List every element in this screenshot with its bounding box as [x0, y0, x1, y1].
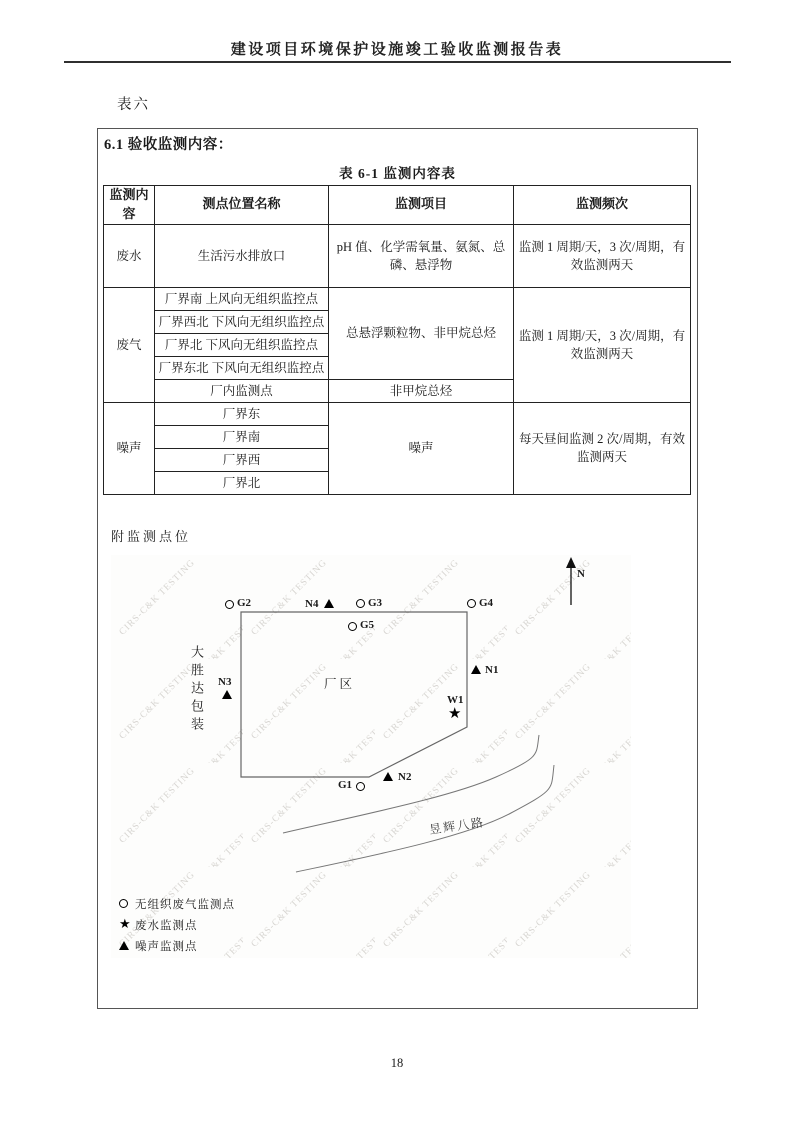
legend-item-noise	[119, 935, 235, 956]
gas-location-5: 厂内监测点	[155, 379, 329, 402]
gas-location-3: 厂界北 下风向无组织监控点	[155, 333, 329, 356]
wastewater-location: 生活污水排放口	[155, 224, 329, 287]
monitoring-content-table	[103, 185, 691, 495]
monitoring-points-map	[111, 555, 631, 958]
gas-location-1: 厂界南 上风向无组织监控点	[155, 287, 329, 310]
point-label-g4: G4	[479, 597, 494, 609]
factory-area-label: 厂区	[324, 677, 356, 691]
gas-point-marker-icon	[356, 599, 365, 608]
point-label-n3: N3	[218, 676, 232, 688]
compass-n-label: N	[577, 568, 585, 580]
table-header-row	[104, 186, 691, 225]
wastewater-frequency: 监测 1 周期/天，3 次/周期，有效监测两天	[514, 224, 691, 287]
circle-icon	[119, 899, 128, 908]
gas-point-marker-icon	[467, 599, 476, 608]
legend-gas-symbol	[119, 899, 135, 908]
point-label-g3: G3	[368, 597, 383, 609]
noise-location-2: 厂界南	[155, 425, 329, 448]
point-label-n1: N1	[485, 664, 499, 676]
wastewater-point-marker-icon: ★	[448, 704, 462, 722]
point-label-w1: W1	[447, 694, 464, 706]
legend-noise-symbol	[119, 941, 135, 950]
content-box	[97, 128, 698, 1009]
gas-location-4: 厂界东北 下风向无组织监控点	[155, 356, 329, 379]
gas-point-marker-icon	[356, 782, 365, 791]
page-header-title: 建设项目环境保护设施竣工验收监测报告表	[230, 42, 564, 58]
map-caption: 附监测点位	[111, 529, 192, 544]
col-header-category: 监测内容	[104, 186, 155, 225]
section-heading: 6.1 验收监测内容：	[104, 137, 233, 153]
noise-location-1: 厂界东	[155, 402, 329, 425]
legend-water-label: 废水监测点	[135, 919, 198, 932]
col-header-frequency: 监测频次	[514, 186, 691, 225]
gas-items-last: 非甲烷总烃	[329, 379, 514, 402]
table-row	[104, 224, 691, 287]
road-name-label: 昱辉八路	[428, 815, 486, 837]
noise-location-4: 厂界北	[155, 471, 329, 494]
page-number: 18	[390, 1056, 404, 1070]
point-label-n2: N2	[398, 771, 412, 783]
header-divider	[64, 61, 731, 63]
point-label-g1: G1	[338, 779, 353, 791]
legend-noise-label: 噪声监测点	[135, 940, 198, 953]
triangle-icon	[119, 941, 129, 950]
gas-point-marker-icon	[225, 600, 234, 609]
point-label-g5: G5	[360, 619, 375, 631]
noise-point-marker-icon	[222, 690, 232, 699]
noise-frequency: 每天昼间监测 2 次/周期，有效监测两天	[514, 402, 691, 494]
star-icon: ★	[119, 917, 131, 932]
gas-items-main: 总悬浮颗粒物、非甲烷总烃	[329, 287, 514, 379]
table-row	[104, 402, 691, 425]
table-row	[104, 287, 691, 310]
wastewater-category: 废水	[104, 224, 155, 287]
gas-location-2: 厂界西北 下风向无组织监控点	[155, 310, 329, 333]
wastewater-items: pH 值、化学需氧量、氨氮、总磷、悬浮物	[329, 224, 514, 287]
noise-point-marker-icon	[324, 599, 334, 608]
table-caption: 表 6-1 监测内容表	[339, 166, 456, 181]
noise-items: 噪声	[329, 402, 514, 494]
noise-point-marker-icon	[383, 772, 393, 781]
gas-point-marker-icon	[348, 622, 357, 631]
point-label-n4: N4	[305, 598, 319, 610]
noise-location-3: 厂界西	[155, 448, 329, 471]
gas-frequency: 监测 1 周期/天，3 次/周期，有效监测两天	[514, 287, 691, 402]
gas-category: 废气	[104, 287, 155, 402]
legend-water-symbol	[119, 918, 135, 931]
company-name-label: 大胜达包装	[189, 645, 204, 735]
noise-point-marker-icon	[471, 665, 481, 674]
map-legend	[119, 893, 235, 956]
point-label-g2: G2	[237, 597, 252, 609]
col-header-location: 测点位置名称	[155, 186, 329, 225]
noise-category: 噪声	[104, 402, 155, 494]
table-six-label: 表六	[117, 97, 150, 113]
col-header-items: 监测项目	[329, 186, 514, 225]
legend-item-gas	[119, 893, 235, 914]
legend-item-water	[119, 914, 235, 935]
legend-gas-label: 无组织废气监测点	[135, 898, 235, 911]
